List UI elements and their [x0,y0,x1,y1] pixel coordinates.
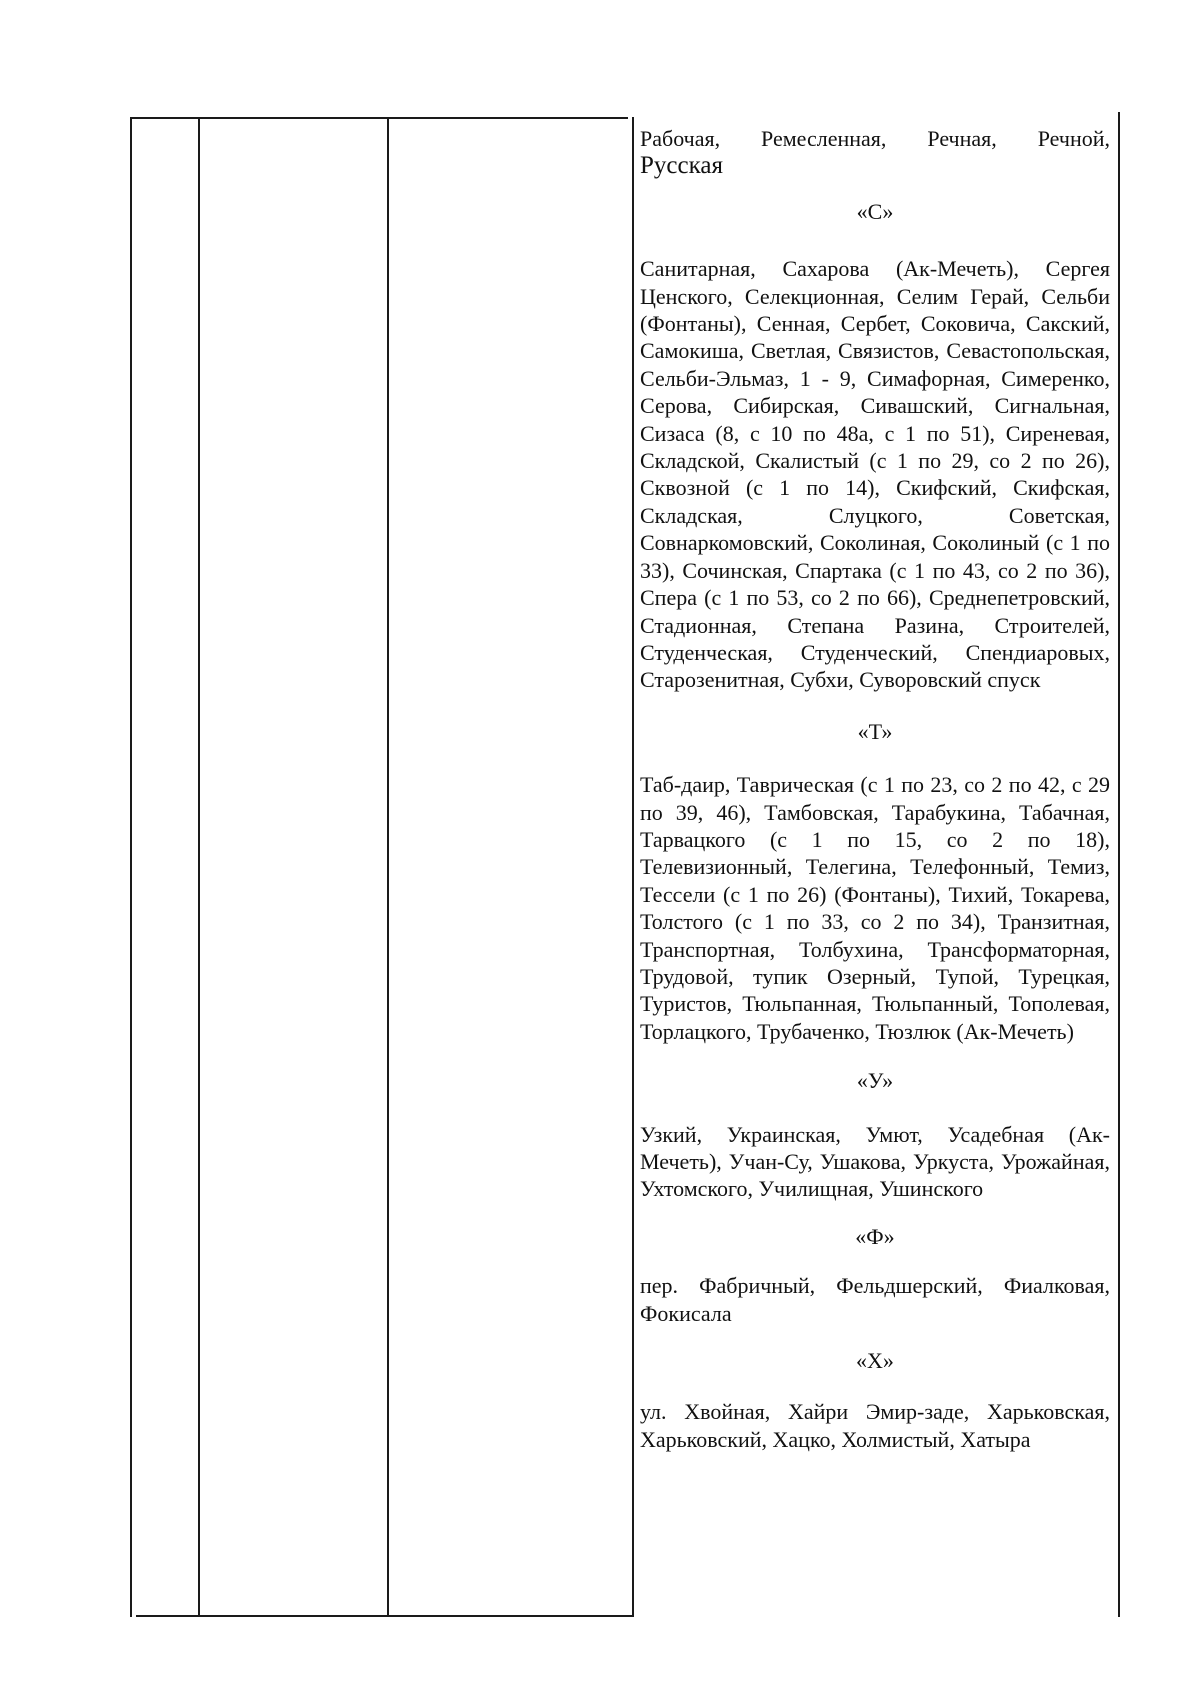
street-block-r-line2: Русская [640,152,723,180]
table-column-border-2 [198,117,200,1617]
street-block-h: ул. Хвойная, Хайри Эмир-заде, Харьковская, Харьковский, Хацко, Холмистый, Хатыра [640,1399,1110,1452]
letter-heading-t: «Т» [857,718,893,744]
letter-heading-h: «Х» [856,1348,894,1374]
table-bottom-border [136,1615,634,1617]
street-block-u: Узкий, Украинская, Умют, Усадебная (Ак-Мечеть), Учан-Су, Ушакова, Уркуста, Урожайная, Ухтомского, Училищная, Ушинского [640,1121,1110,1202]
street-block-r-line1: Рабочая, Ремесленная, Речная, Речной, [640,126,1110,151]
street-block-f: пер. Фабричный, Фельдшерский, Фиалковая, Фокисала [640,1273,1110,1326]
street-list-column [640,125,1110,1453]
street-block-t: Таб-даир, Таврическая (с 1 по 23, со 2 по 42, с 29 по 39, 46), Тамбовская, Тарабукина, Табачная, Тарвацкого (с 1 по 15, со 2 по 18), Телевизионный, Телегина, Телефонный, Темиз, Тессели (с 1 по 26) (Фонтаны), Тихий, Токарева, Толстого (с 1 по 33, со 2 по 34), Транзитная, Транспортная, Толбухина, Трансформаторная, Трудовой, тупик Озерный, Тупой, Турецкая, Туристов, Тюльпанная, Тюльпанный, Тополевая, Торлацкого, Трубаченко, Тюзлюк (Ак-Мечеть) [640,772,1110,1044]
letter-heading-f: «Ф» [855,1223,895,1249]
table-column-border-5 [1118,112,1120,1617]
letter-heading-u: «У» [856,1068,894,1094]
letter-heading-s: «С» [856,198,894,224]
street-block-r [640,125,1110,180]
table-column-border-3 [387,117,389,1617]
street-block-s: Санитарная, Сахарова (Ак-Мечеть), Сергея Ценского, Селекционная, Селим Герай, Сельби (Фонтаны), Сенная, Сербет, Соковича, Сакский, Самокиша, Светлая, Связистов, Севастопольская, Сельби-Эльмаз, 1 - 9, Симафорная, Симеренко, Серова, Сибирская, Сивашский, Сигнальная, Сизаса (8, с 10 по 48а, с 1 по 51), Сиреневая, Складской, Скалистый (с 1 по 29, со 2 по 26), Сквозной (с 1 по 14), Скифский, Скифская, Складская, Слуцкого, Советская, Совнаркомовский, Соколиная, Соколиный (с 1 по 33), Сочинская, Спартака (с 1 по 43, со 2 по 36), Спера (с 1 по 53, со 2 по 66), Среднепетровский, Стадионная, Степана Разина, Строителей, Студенческая, Студенческий, Спендиаровых, Старозенитная, Субхи, Суворовский спуск [640,256,1110,693]
table-top-border [130,117,628,119]
table-column-border-1 [130,117,132,1617]
table-column-border-4 [632,117,634,1617]
